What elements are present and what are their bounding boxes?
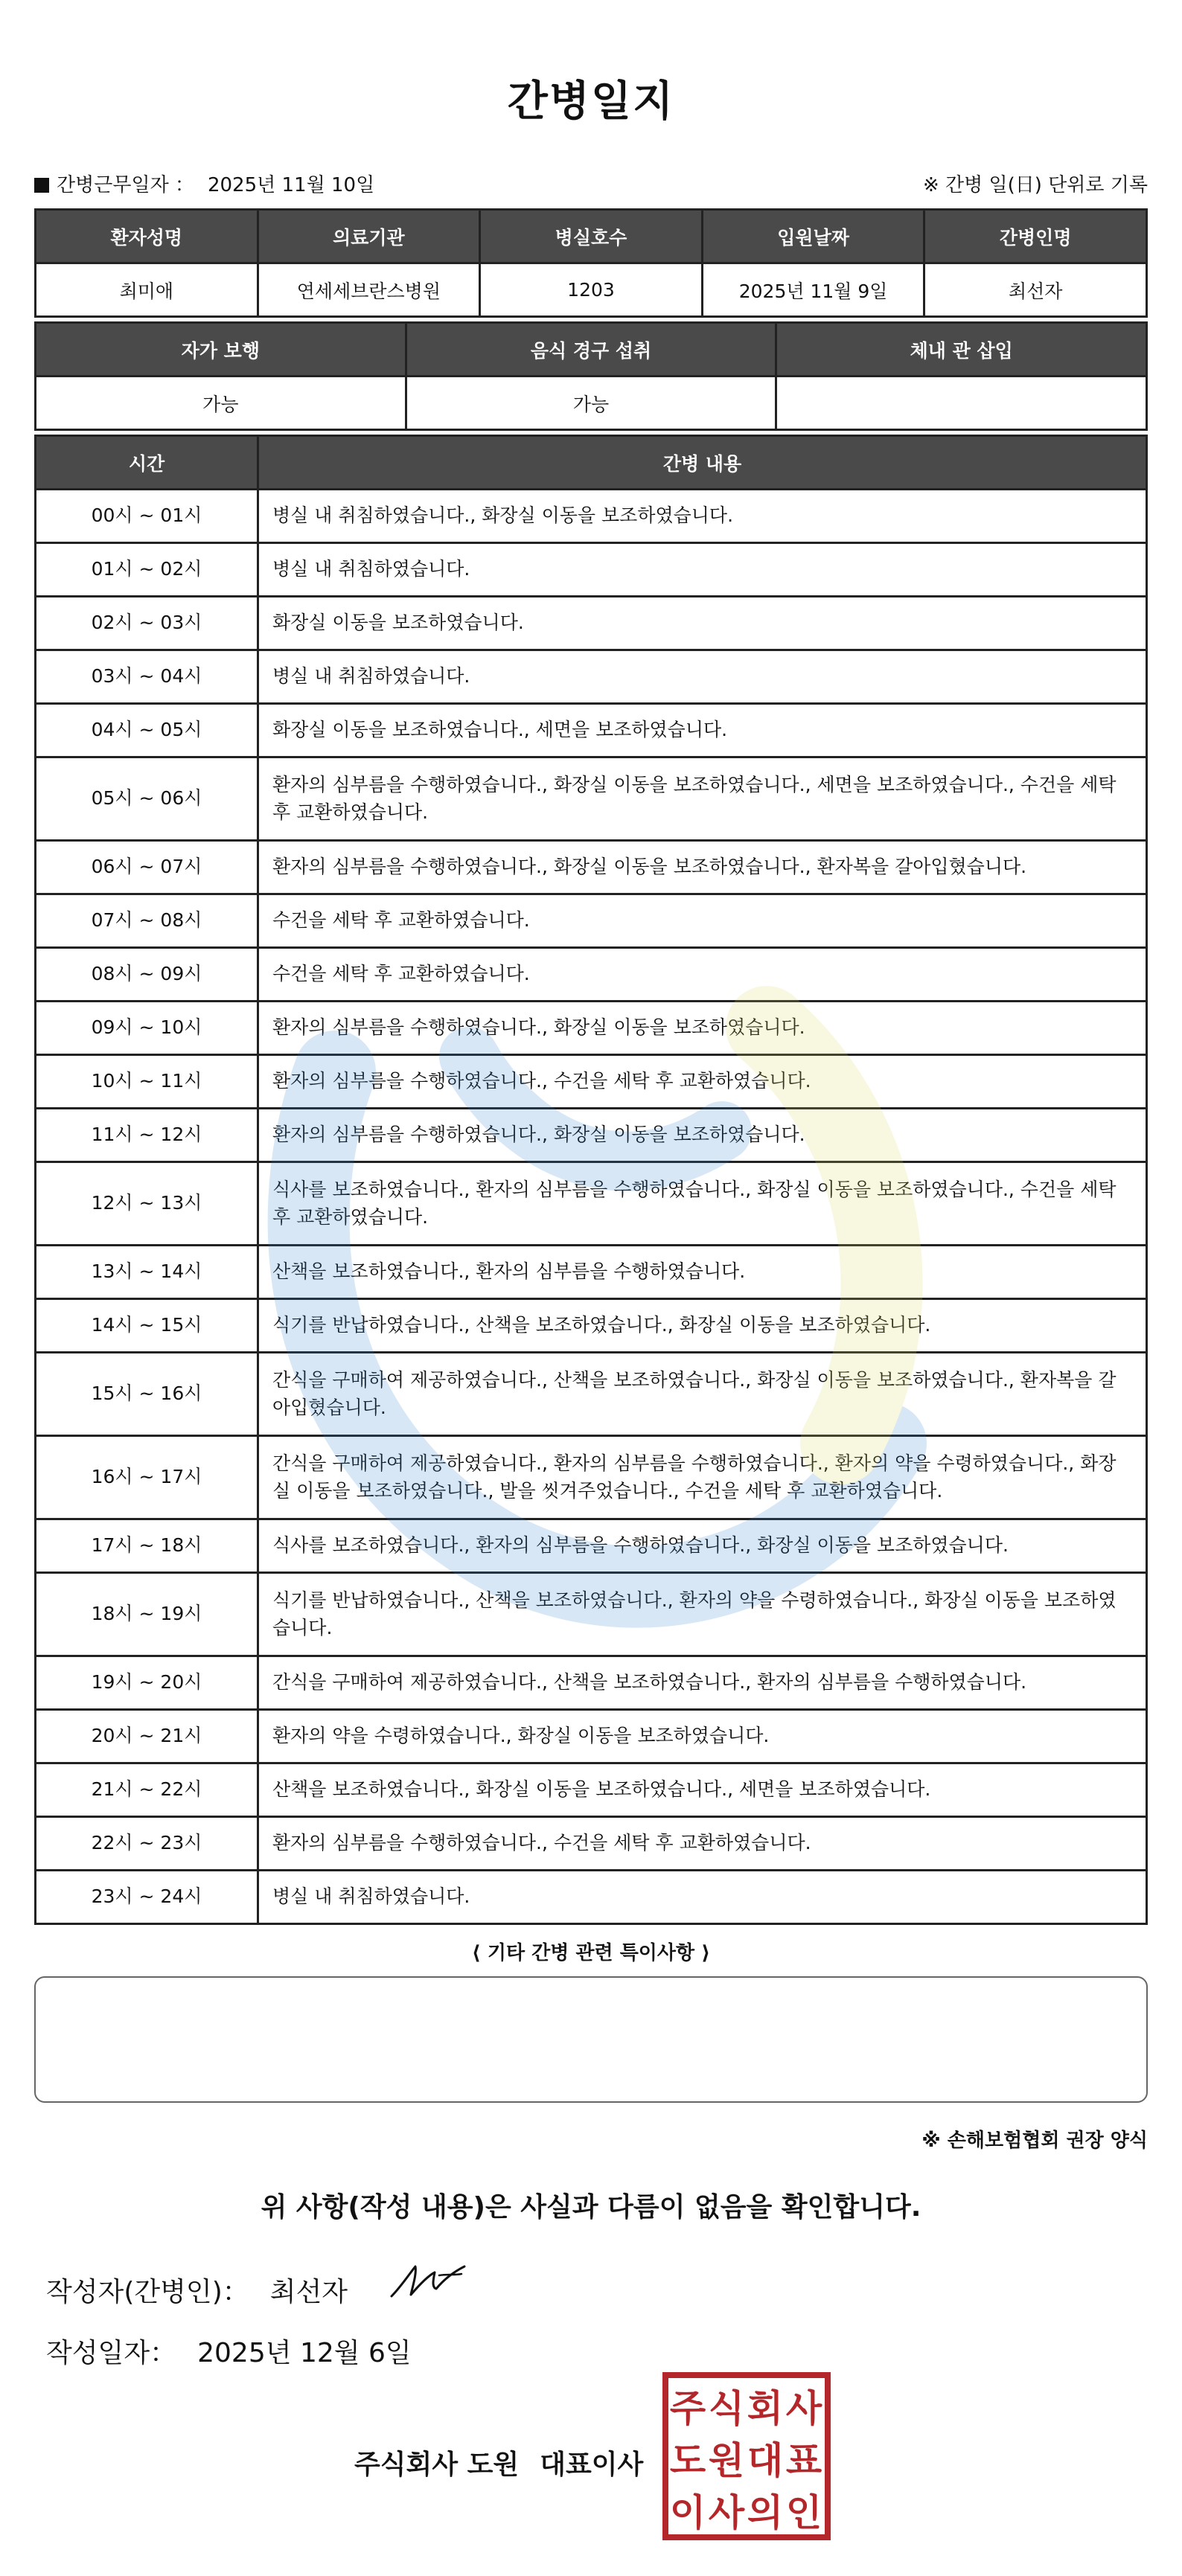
seal-character: 표 bbox=[785, 2439, 822, 2482]
care-time-cell: 04시 ~ 05시 bbox=[36, 704, 258, 757]
table-row bbox=[36, 757, 1147, 841]
table-row bbox=[36, 1436, 1147, 1519]
seal-character: 도 bbox=[669, 2439, 706, 2482]
table-row bbox=[36, 1763, 1147, 1817]
care-time-cell: 19시 ~ 20시 bbox=[36, 1656, 258, 1710]
table-row bbox=[36, 1299, 1147, 1353]
writer-label: 작성자(간병인)： bbox=[46, 2277, 249, 2307]
company-seal bbox=[661, 2371, 832, 2542]
written-date-line bbox=[46, 2332, 412, 2370]
patient-info-table bbox=[34, 208, 1148, 318]
care-time-cell: 13시 ~ 14시 bbox=[36, 1246, 258, 1299]
care-content-cell: 환자의 심부름을 수행하였습니다., 수건을 세탁 후 교환하였습니다. bbox=[258, 1817, 1147, 1871]
seal-character: 인 bbox=[785, 2491, 822, 2534]
form-source-note: ※ 손해보험협회 권장 양식 bbox=[921, 2130, 1148, 2152]
room-number: 1203 bbox=[480, 263, 703, 317]
care-content-cell: 화장실 이동을 보조하였습니다. bbox=[258, 597, 1147, 650]
seal-character: 주 bbox=[669, 2387, 706, 2430]
patient-status-table bbox=[34, 321, 1148, 431]
care-content-cell: 환자의 심부름을 수행하였습니다., 수건을 세탁 후 교환하였습니다. bbox=[258, 1055, 1147, 1109]
care-content-cell: 간식을 구매하여 제공하였습니다., 산책을 보조하였습니다., 환자의 심부름을 수행하였습니다. bbox=[258, 1656, 1147, 1710]
header-oral-intake: 음식 경구 섭취 bbox=[406, 323, 776, 377]
care-content-cell: 환자의 심부름을 수행하였습니다., 화장실 이동을 보조하였습니다. bbox=[258, 1002, 1147, 1055]
table-row bbox=[36, 948, 1147, 1002]
work-date-line bbox=[34, 170, 374, 197]
care-time-cell: 12시 ~ 13시 bbox=[36, 1162, 258, 1246]
table-row bbox=[36, 1353, 1147, 1436]
table-row bbox=[36, 1246, 1147, 1299]
seal-character: 이 bbox=[669, 2491, 706, 2534]
table-row bbox=[36, 704, 1147, 757]
care-time-cell: 15시 ~ 16시 bbox=[36, 1353, 258, 1436]
care-content-cell: 산책을 보조하였습니다., 화장실 이동을 보조하였습니다., 세면을 보조하였습니다. bbox=[258, 1763, 1147, 1817]
company-line bbox=[354, 2444, 643, 2482]
seal-character: 대 bbox=[747, 2439, 784, 2482]
care-time-cell: 21시 ~ 22시 bbox=[36, 1763, 258, 1817]
care-time-cell: 10시 ~ 11시 bbox=[36, 1055, 258, 1109]
care-content-cell: 환자의 약을 수령하였습니다., 화장실 이동을 보조하였습니다. bbox=[258, 1710, 1147, 1763]
work-date-value: 2025년 11월 10일 bbox=[207, 174, 375, 196]
care-content-cell: 식기를 반납하였습니다., 산책을 보조하였습니다., 화장실 이동을 보조하였습니다. bbox=[258, 1299, 1147, 1353]
care-content-cell: 환자의 심부름을 수행하였습니다., 화장실 이동을 보조하였습니다. bbox=[258, 1109, 1147, 1162]
written-date-value: 2025년 12월 6일 bbox=[197, 2338, 412, 2368]
oral-intake-status: 가능 bbox=[406, 377, 776, 430]
table-row bbox=[36, 1871, 1147, 1924]
care-time-cell: 00시 ~ 01시 bbox=[36, 490, 258, 543]
care-time-cell: 22시 ~ 23시 bbox=[36, 1817, 258, 1871]
care-content-cell: 병실 내 취침하였습니다. bbox=[258, 650, 1147, 704]
table-row bbox=[36, 1002, 1147, 1055]
seal-character: 사 bbox=[785, 2387, 822, 2430]
header-care-content: 간병 내용 bbox=[258, 436, 1147, 490]
remarks-box bbox=[34, 1976, 1148, 2103]
care-content-cell: 환자의 심부름을 수행하였습니다., 화장실 이동을 보조하였습니다., 환자복을 갈아입혔습니다. bbox=[258, 841, 1147, 894]
care-time-cell: 11시 ~ 12시 bbox=[36, 1109, 258, 1162]
header-room: 병실호수 bbox=[480, 210, 703, 263]
ceo-title: 대표이사 bbox=[540, 2450, 644, 2480]
care-content-cell: 식사를 보조하였습니다., 환자의 심부름을 수행하였습니다., 화장실 이동을 보조하였습니다. bbox=[258, 1519, 1147, 1573]
caregiver-name: 최선자 bbox=[924, 263, 1147, 317]
care-content-cell: 환자의 심부름을 수행하였습니다., 화장실 이동을 보조하였습니다., 세면을 보조하였습니다., 수건을 세탁 후 교환하였습니다. bbox=[258, 757, 1147, 841]
tube-insertion-status bbox=[776, 377, 1147, 430]
table-row bbox=[36, 543, 1147, 597]
care-time-cell: 09시 ~ 10시 bbox=[36, 1002, 258, 1055]
table-row bbox=[36, 1109, 1147, 1162]
seal-character: 사 bbox=[708, 2491, 745, 2534]
header-admission-date: 입원날짜 bbox=[702, 210, 924, 263]
seal-character: 원 bbox=[708, 2439, 745, 2482]
care-content-cell: 수건을 세탁 후 교환하였습니다. bbox=[258, 948, 1147, 1002]
care-content-cell: 식사를 보조하였습니다., 환자의 심부름을 수행하였습니다., 화장실 이동을 보조하였습니다., 수건을 세탁 후 교환하였습니다. bbox=[258, 1162, 1147, 1246]
care-time-cell: 05시 ~ 06시 bbox=[36, 757, 258, 841]
care-time-cell: 07시 ~ 08시 bbox=[36, 894, 258, 948]
signature bbox=[387, 2258, 469, 2304]
care-time-cell: 03시 ~ 04시 bbox=[36, 650, 258, 704]
care-content-cell: 식기를 반납하였습니다., 산책을 보조하였습니다., 환자의 약을 수령하였습니다., 화장실 이동을 보조하였습니다. bbox=[258, 1573, 1147, 1656]
table-row bbox=[36, 490, 1147, 543]
table-row bbox=[36, 1710, 1147, 1763]
company-name: 주식회사 도원 bbox=[354, 2450, 520, 2480]
care-content-cell: 병실 내 취침하였습니다. bbox=[258, 543, 1147, 597]
writer-line bbox=[46, 2271, 348, 2309]
header-time: 시간 bbox=[36, 436, 258, 490]
table-row bbox=[36, 1162, 1147, 1246]
care-content-cell: 수건을 세탁 후 교환하였습니다. bbox=[258, 894, 1147, 948]
care-time-cell: 06시 ~ 07시 bbox=[36, 841, 258, 894]
care-time-cell: 01시 ~ 02시 bbox=[36, 543, 258, 597]
table-row bbox=[36, 1519, 1147, 1573]
care-content-cell: 간식을 구매하여 제공하였습니다., 환자의 심부름을 수행하였습니다., 환자의 약을 수령하였습니다., 화장실 이동을 보조하였습니다., 발을 씻겨주었습니다., 수건을 세탁 후 교환하였습니다. bbox=[258, 1436, 1147, 1519]
table-row bbox=[36, 597, 1147, 650]
table-row bbox=[36, 650, 1147, 704]
header-patient-name: 환자성명 bbox=[36, 210, 258, 263]
header-tube-insertion: 체내 관 삽입 bbox=[776, 323, 1147, 377]
seal-character: 의 bbox=[747, 2491, 784, 2534]
header-caregiver: 간병인명 bbox=[924, 210, 1147, 263]
remarks-title: ⟨ 기타 간병 관련 특이사항 ⟩ bbox=[471, 1942, 711, 1964]
document-title: 간병일지 bbox=[507, 77, 675, 126]
walking-status: 가능 bbox=[36, 377, 406, 430]
care-content-cell: 병실 내 취침하였습니다., 화장실 이동을 보조하였습니다. bbox=[258, 490, 1147, 543]
care-time-cell: 14시 ~ 15시 bbox=[36, 1299, 258, 1353]
care-time-cell: 20시 ~ 21시 bbox=[36, 1710, 258, 1763]
care-time-cell: 23시 ~ 24시 bbox=[36, 1871, 258, 1924]
square-bullet-icon bbox=[34, 178, 49, 193]
care-time-cell: 16시 ~ 17시 bbox=[36, 1436, 258, 1519]
table-row bbox=[36, 1656, 1147, 1710]
care-content-cell: 간식을 구매하여 제공하였습니다., 산책을 보조하였습니다., 화장실 이동을 보조하였습니다., 환자복을 갈아입혔습니다. bbox=[258, 1353, 1147, 1436]
seal-character: 회 bbox=[747, 2387, 784, 2430]
care-time-cell: 02시 ~ 03시 bbox=[36, 597, 258, 650]
seal-character: 식 bbox=[708, 2387, 745, 2430]
work-date-label: 간병근무일자 ： bbox=[57, 174, 194, 196]
care-time-cell: 18시 ~ 19시 bbox=[36, 1573, 258, 1656]
writer-name: 최선자 bbox=[269, 2277, 348, 2307]
table-row bbox=[36, 841, 1147, 894]
unit-note: ※ 간병 일(日) 단위로 기록 bbox=[922, 174, 1148, 196]
confirmation-statement: 위 사항(작성 내용)은 사실과 다름이 없음을 확인합니다. bbox=[261, 2192, 921, 2223]
admission-date: 2025년 11월 9일 bbox=[702, 263, 924, 317]
table-row bbox=[36, 894, 1147, 948]
care-time-cell: 08시 ~ 09시 bbox=[36, 948, 258, 1002]
table-row bbox=[36, 1817, 1147, 1871]
care-content-cell: 화장실 이동을 보조하였습니다., 세면을 보조하였습니다. bbox=[258, 704, 1147, 757]
care-content-cell: 병실 내 취침하였습니다. bbox=[258, 1871, 1147, 1924]
care-content-cell: 산책을 보조하였습니다., 환자의 심부름을 수행하였습니다. bbox=[258, 1246, 1147, 1299]
table-row bbox=[36, 1573, 1147, 1656]
patient-name: 최미애 bbox=[36, 263, 258, 317]
table-row bbox=[36, 1055, 1147, 1109]
written-date-label: 작성일자： bbox=[46, 2338, 177, 2368]
hospital-name: 연세세브란스병원 bbox=[258, 263, 480, 317]
care-log-table bbox=[34, 435, 1148, 1925]
header-walking: 자가 보행 bbox=[36, 323, 406, 377]
header-hospital: 의료기관 bbox=[258, 210, 480, 263]
care-time-cell: 17시 ~ 18시 bbox=[36, 1519, 258, 1573]
